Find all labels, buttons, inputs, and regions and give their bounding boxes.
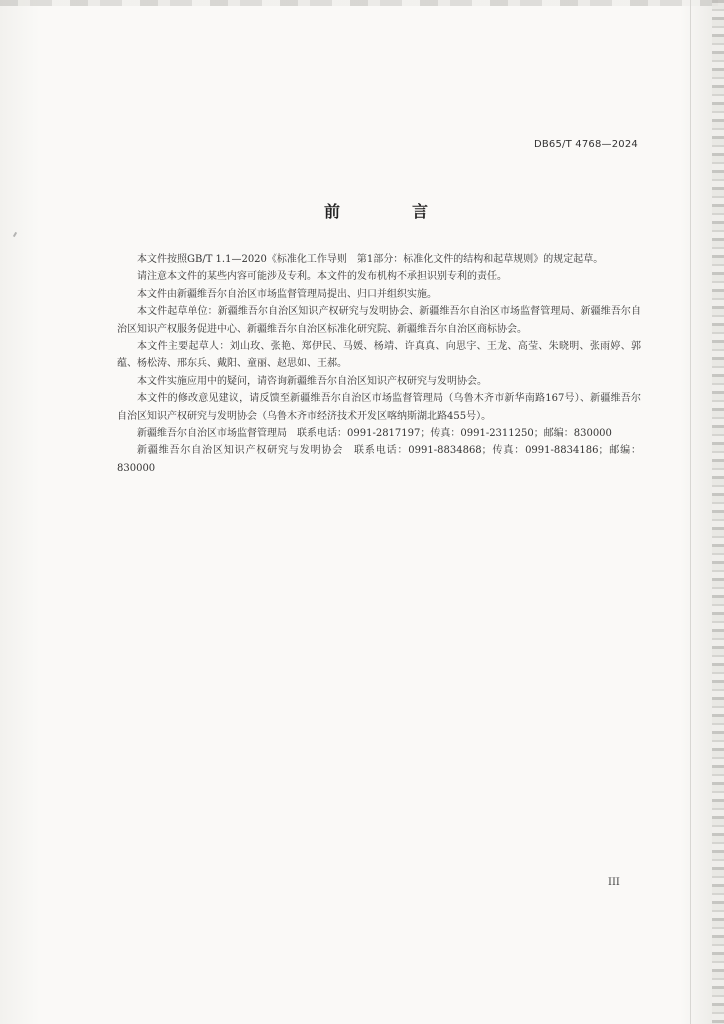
paragraph: 新疆维吾尔自治区市场监督管理局 联系电话：0991-2817197；传真：0991-2311250；邮编：830000 [137,428,612,440]
paragraph: 本文件的修改意见建议，请反馈至新疆维吾尔自治区市场监督管理局（乌鲁木齐市新华南路167号）、新疆维吾尔自治区知识产权研究与发明协会（乌鲁木齐市经济技术开发区喀纳斯湖北路455号）。 [117,393,641,422]
paragraph: 请注意本文件的某些内容可能涉及专利。本文件的发布机构不承担识别专利的责任。 [137,271,507,283]
paragraph: 本文件实施应用中的疑问，请咨询新疆维吾尔自治区知识产权研究与发明协会。 [137,375,487,387]
scan-speck [13,232,17,237]
scan-fold-line [690,0,691,1024]
paragraph: 本文件主要起草人：刘山玫、张艳、郑伊民、马媛、杨靖、许真真、向思宇、王龙、高莹、朱晓明、张雨婷、郭蕴、杨松涛、邢东兵、戴阳、童丽、赵思如、王郝。 [117,341,641,370]
foreword-body [117,251,641,477]
standard-code: DB65/T 4768—2024 [533,139,638,150]
paragraph: 本文件由新疆维吾尔自治区市场监督管理局提出、归口并组织实施。 [137,288,437,300]
paragraph: 本文件起草单位：新疆维吾尔自治区知识产权研究与发明协会、新疆维吾尔自治区市场监督管理局、新疆维吾尔自治区知识产权服务促进中心、新疆维吾尔自治区标准化研究院、新疆维吾尔自治区商标协会。 [117,306,641,335]
scan-top-edge [0,0,724,6]
page-number: III [608,877,620,888]
paragraph: 本文件按照GB/T 1.1—2020《标准化工作导则 第1部分：标准化文件的结构和起草规则》的规定起草。 [137,254,604,265]
scan-right-edge [712,0,724,1024]
page-title: 前 言 [323,202,456,221]
paragraph: 新疆维吾尔自治区知识产权研究与发明协会 联系电话：0991-8834868；传真：0991-8834186；邮编：830000 [117,445,641,474]
